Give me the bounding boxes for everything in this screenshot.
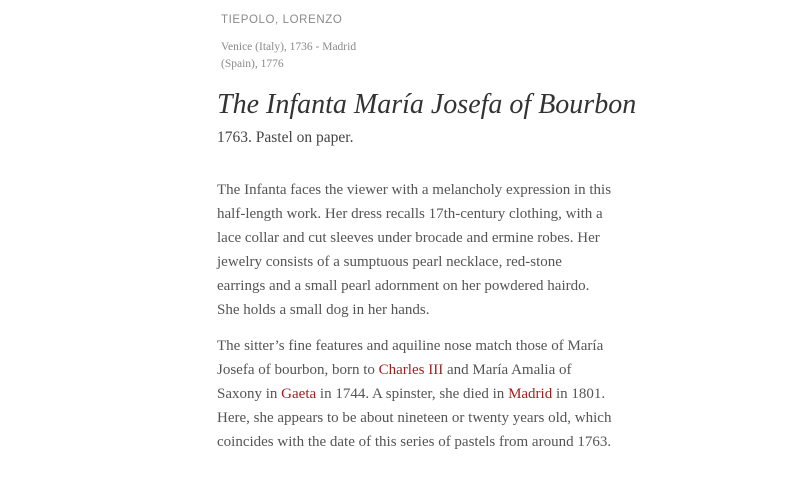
description-paragraph: The Infanta faces the viewer with a melancholy expression in this half-length work. Her dress recalls 17th-century clothing, with a lace collar and cut sleeves under brocade and ermine robes. Her jewelry consists of a sumptuous pearl necklace, red-stone earrings and a small pearl adornment on her powdered hairdo. She holds a small dog in her hands. [217,182,612,318]
artwork-meta: 1763. Pastel on paper. [217,129,354,146]
paragraph-text: The sitter’s fine features and aquiline nose match those of María Josefa of bourbon, born to [217,338,604,378]
paragraph-text: and María Amalia of Saxony in [217,362,572,402]
link-charles-iii[interactable]: Charles III [378,362,444,378]
artwork-title: The Infanta María Josefa of Bourbon [217,89,637,120]
link-gaeta[interactable]: Gaeta [281,386,317,402]
artist-bio-line: Venice (Italy), 1736 - Madrid [221,41,357,53]
artwork-description [217,178,612,466]
link-madrid[interactable]: Madrid [508,386,553,402]
artist-bio [221,39,421,73]
artist-name[interactable]: TIEPOLO, LORENZO [221,14,343,26]
paragraph-text: in 1801. Here, she appears to be about nineteen or twenty years old, which coincides with the date of this series of pastels from around 1763. [217,386,612,450]
artist-bio-line: (Spain), 1776 [221,58,284,70]
paragraph-text: in 1744. A spinster, she died in [316,386,509,402]
description-paragraph [217,334,612,454]
